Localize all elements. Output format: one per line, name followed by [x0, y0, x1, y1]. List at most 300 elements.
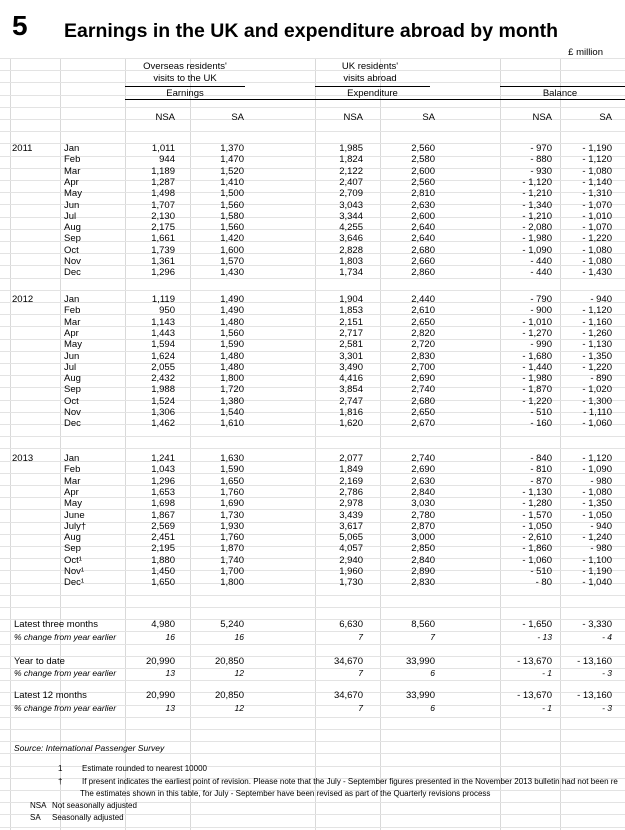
summary-label: Year to date: [14, 656, 65, 667]
table-cell: 1,700: [220, 566, 244, 577]
source-note: Source: International Passenger Survey: [14, 743, 165, 753]
table-cell: - 1,440: [522, 362, 552, 373]
table-cell: 1,620: [339, 418, 363, 429]
table-cell: 1,306: [151, 407, 175, 418]
table-cell: 2,978: [339, 498, 363, 509]
table-cell: 2,630: [411, 476, 435, 487]
table-cell: 2,680: [411, 245, 435, 256]
table-cell: 3,301: [339, 351, 363, 362]
table-cell: 1,880: [151, 555, 175, 566]
table-cell: 2,610: [411, 305, 435, 316]
balance-underline: [500, 99, 625, 100]
table-cell: 1,296: [151, 476, 175, 487]
year-label: 2012: [12, 294, 34, 305]
table-cell: - 1,080: [582, 256, 612, 267]
month-label: Oct: [64, 396, 79, 407]
summary-cell: 7: [358, 668, 363, 678]
table-cell: 1,740: [220, 555, 244, 566]
table-cell: - 1,120: [582, 154, 612, 165]
table-cell: 2,720: [411, 339, 435, 350]
table-cell: 1,370: [220, 143, 244, 154]
table-cell: 2,870: [411, 521, 435, 532]
month-label: Aug: [64, 373, 81, 384]
table-cell: 3,344: [339, 211, 363, 222]
month-label: Nov¹: [64, 566, 85, 577]
column-header-sa: SA: [422, 112, 435, 123]
table-cell: 1,443: [151, 328, 175, 339]
table-cell: 1,803: [339, 256, 363, 267]
table-cell: 2,055: [151, 362, 175, 373]
table-cell: 1,853: [339, 305, 363, 316]
table-cell: 1,119: [151, 294, 175, 305]
grid-hline: [0, 448, 625, 449]
summary-cell: - 13,670: [517, 656, 552, 667]
table-cell: - 1,570: [522, 510, 552, 521]
month-label: Dec: [64, 418, 81, 429]
grid-hline: [0, 58, 625, 59]
table-cell: 1,296: [151, 267, 175, 278]
table-cell: - 1,010: [582, 211, 612, 222]
month-label: Sep: [64, 543, 81, 554]
table-cell: - 790: [530, 294, 552, 305]
table-cell: 1,960: [339, 566, 363, 577]
table-cell: 2,175: [151, 222, 175, 233]
table-cell: - 1,080: [582, 166, 612, 177]
table-cell: - 1,110: [583, 407, 612, 418]
table-cell: 2,432: [151, 373, 175, 384]
table-cell: - 1,060: [522, 555, 552, 566]
grid-hline: [0, 717, 625, 718]
table-cell: 1,560: [220, 222, 244, 233]
summary-cell: 20,990: [145, 656, 175, 667]
column-header-sa: SA: [231, 112, 244, 123]
table-cell: 2,828: [339, 245, 363, 256]
month-label: July†: [64, 521, 87, 532]
table-cell: - 2,610: [522, 532, 552, 543]
table-cell: 1,690: [220, 498, 244, 509]
table-cell: 1,380: [220, 396, 244, 407]
table-cell: - 1,050: [582, 510, 612, 521]
table-cell: 1,560: [220, 200, 244, 211]
month-label: Dec: [64, 267, 81, 278]
table-cell: 1,590: [220, 464, 244, 475]
month-label: Nov: [64, 256, 81, 267]
grid-hline: [0, 680, 625, 681]
table-cell: 1,930: [220, 521, 244, 532]
month-label: May: [64, 339, 82, 350]
table-cell: 4,416: [339, 373, 363, 384]
summary-cell: 6: [430, 703, 435, 713]
table-cell: 1,470: [220, 154, 244, 165]
table-cell: 3,490: [339, 362, 363, 373]
table-cell: 1,800: [220, 577, 244, 588]
month-label: June: [64, 510, 85, 521]
table-cell: 2,151: [339, 317, 363, 328]
table-cell: 3,646: [339, 233, 363, 244]
table-cell: - 1,190: [582, 566, 612, 577]
month-label: Mar: [64, 166, 81, 177]
table-cell: - 1,130: [522, 487, 552, 498]
month-label: Apr: [64, 177, 79, 188]
table-cell: 1,730: [339, 577, 363, 588]
table-cell: 2,786: [339, 487, 363, 498]
table-title: Earnings in the UK and expenditure abroad by month: [64, 20, 559, 42]
table-cell: 2,690: [411, 464, 435, 475]
table-cell: 1,698: [151, 498, 175, 509]
table-cell: 3,043: [339, 200, 363, 211]
summary-cell: 13: [165, 668, 175, 678]
grid-hline: [0, 436, 625, 437]
table-cell: - 1,860: [522, 543, 552, 554]
pct-change-label: % change from year earlier: [14, 703, 117, 713]
table-cell: 1,011: [151, 143, 175, 154]
table-cell: 2,640: [411, 233, 435, 244]
table-cell: 3,030: [411, 498, 435, 509]
summary-cell: - 1,650: [522, 619, 552, 630]
table-cell: - 1,160: [582, 317, 612, 328]
footnote-symbol: SA: [30, 813, 41, 822]
month-label: Aug: [64, 532, 81, 543]
table-cell: - 80: [535, 577, 552, 588]
table-cell: - 1,300: [582, 396, 612, 407]
table-cell: 2,195: [151, 543, 175, 554]
grid-vline: [60, 58, 61, 830]
table-cell: 2,560: [411, 177, 435, 188]
table-cell: 2,850: [411, 543, 435, 554]
table-cell: - 940: [590, 521, 612, 532]
table-cell: - 2,080: [522, 222, 552, 233]
table-cell: 2,840: [411, 555, 435, 566]
summary-label: Latest three months: [14, 619, 98, 630]
expenditure-rule: [315, 86, 430, 87]
table-cell: 3,617: [339, 521, 363, 532]
table-cell: 1,420: [220, 233, 244, 244]
table-cell: - 1,120: [582, 305, 612, 316]
table-cell: - 1,240: [582, 532, 612, 543]
table-cell: 2,130: [151, 211, 175, 222]
table-cell: - 990: [530, 339, 552, 350]
table-cell: - 510: [530, 407, 552, 418]
table-cell: 4,057: [339, 543, 363, 554]
table-cell: - 1,340: [522, 200, 552, 211]
table-cell: 1,287: [151, 177, 175, 188]
month-label: Feb: [64, 305, 81, 316]
table-cell: 2,569: [151, 521, 175, 532]
table-cell: 1,650: [220, 476, 244, 487]
summary-cell: 16: [165, 632, 175, 642]
table-cell: - 1,100: [582, 555, 612, 566]
month-label: Oct¹: [64, 555, 82, 566]
table-cell: 1,520: [220, 166, 244, 177]
table-cell: 2,820: [411, 328, 435, 339]
table-cell: - 890: [590, 373, 612, 384]
table-cell: 1,462: [151, 418, 175, 429]
footnote-text: The estimates shown in this table, for July - September have been revised as part of the Quarterly revisions process: [80, 789, 491, 798]
table-cell: - 1,140: [582, 177, 612, 188]
column-header-nsa: NSA: [532, 112, 552, 123]
table-cell: - 440: [530, 267, 552, 278]
column-header-sa: SA: [599, 112, 612, 123]
table-cell: - 440: [530, 256, 552, 267]
table-cell: 1,600: [220, 245, 244, 256]
table-cell: 2,840: [411, 487, 435, 498]
table-cell: 2,560: [411, 143, 435, 154]
table-cell: 2,650: [411, 317, 435, 328]
summary-cell: 6: [430, 668, 435, 678]
earnings-header: Earnings: [166, 88, 204, 99]
summary-cell: - 4: [602, 632, 612, 642]
column-header-nsa: NSA: [343, 112, 363, 123]
table-cell: 2,830: [411, 577, 435, 588]
grid-hline: [0, 278, 625, 279]
summary-cell: 20,850: [214, 690, 244, 701]
footnote-symbol: †: [58, 777, 63, 786]
summary-cell: 5,240: [220, 619, 244, 630]
table-cell: 2,747: [339, 396, 363, 407]
table-cell: 1,410: [220, 177, 244, 188]
table-cell: - 1,020: [582, 384, 612, 395]
month-label: May: [64, 188, 82, 199]
table-cell: 1,624: [151, 351, 175, 362]
table-cell: - 1,210: [522, 188, 552, 199]
grid-vline: [10, 58, 11, 830]
footnote-text: If present indicates the earliest point of revision. Please note that the July - September figures presented in the November 2013 bulletin had not been re: [82, 777, 618, 786]
table-cell: 2,680: [411, 396, 435, 407]
month-label: May: [64, 498, 82, 509]
summary-cell: - 13: [537, 632, 552, 642]
grid-hline: [0, 827, 625, 828]
summary-cell: 12: [234, 703, 244, 713]
table-cell: 1,490: [220, 305, 244, 316]
grid-hline: [0, 753, 625, 754]
table-cell: - 980: [590, 476, 612, 487]
table-cell: 1,570: [220, 256, 244, 267]
summary-cell: - 3: [602, 668, 612, 678]
table-cell: 944: [159, 154, 175, 165]
table-cell: 1,730: [220, 510, 244, 521]
table-cell: - 1,010: [522, 317, 552, 328]
summary-label: Latest 12 months: [14, 690, 87, 701]
overseas-header-line1: Overseas residents': [143, 61, 227, 72]
balance-header: Balance: [542, 88, 578, 99]
table-cell: - 1,060: [582, 418, 612, 429]
table-cell: - 840: [530, 453, 552, 464]
month-label: Jan: [64, 453, 80, 464]
grid-hline: [0, 290, 625, 291]
table-cell: - 1,870: [522, 384, 552, 395]
table-cell: 1,739: [151, 245, 175, 256]
overseas-header-line2: visits to the UK: [153, 73, 217, 84]
table-cell: 2,630: [411, 200, 435, 211]
table-cell: 1,490: [220, 294, 244, 305]
summary-cell: 20,990: [145, 690, 175, 701]
table-cell: 1,480: [220, 317, 244, 328]
grid-hline: [0, 70, 625, 71]
table-cell: - 940: [590, 294, 612, 305]
summary-cell: 12: [234, 668, 244, 678]
grid-hline: [0, 82, 625, 83]
month-label: Jul: [64, 362, 77, 373]
table-cell: 2,670: [411, 418, 435, 429]
table-cell: - 1,070: [582, 200, 612, 211]
table-cell: 2,890: [411, 566, 435, 577]
table-cell: 3,439: [339, 510, 363, 521]
month-label: Jun: [64, 351, 80, 362]
table-cell: 1,610: [220, 418, 244, 429]
table-cell: 2,600: [411, 211, 435, 222]
table-cell: 1,849: [339, 464, 363, 475]
summary-cell: - 13,160: [577, 690, 612, 701]
table-cell: - 1,430: [582, 267, 612, 278]
table-cell: - 1,350: [582, 498, 612, 509]
table-cell: 2,580: [411, 154, 435, 165]
table-cell: 1,361: [151, 256, 175, 267]
table-cell: - 160: [530, 418, 552, 429]
grid-hline: [0, 729, 625, 730]
grid-hline: [0, 595, 625, 596]
month-label: Apr: [64, 328, 79, 339]
table-cell: 1,590: [220, 339, 244, 350]
table-cell: - 1,130: [582, 339, 612, 350]
table-cell: 1,988: [151, 384, 175, 395]
column-header-nsa: NSA: [155, 112, 175, 123]
table-cell: - 1,350: [582, 351, 612, 362]
table-cell: - 1,090: [582, 464, 612, 475]
table-cell: 1,707: [151, 200, 175, 211]
table-number: 5: [12, 10, 28, 41]
table-cell: 1,734: [339, 267, 363, 278]
table-cell: - 1,680: [522, 351, 552, 362]
table-cell: 1,480: [220, 362, 244, 373]
table-cell: 2,830: [411, 351, 435, 362]
footnote-text: Estimate rounded to nearest 10000: [82, 764, 207, 773]
earnings-rule: [125, 86, 245, 87]
table-cell: 1,143: [151, 317, 175, 328]
table-cell: - 1,050: [522, 521, 552, 532]
table-cell: 1,661: [151, 233, 175, 244]
table-cell: 2,640: [411, 222, 435, 233]
month-label: Sep: [64, 384, 81, 395]
table-cell: 1,560: [220, 328, 244, 339]
summary-cell: - 1: [542, 668, 552, 678]
month-label: Jun: [64, 200, 80, 211]
summary-cell: 7: [358, 703, 363, 713]
summary-cell: 7: [430, 632, 435, 642]
pct-change-label: % change from year earlier: [14, 668, 117, 678]
summary-cell: 20,850: [214, 656, 244, 667]
table-cell: - 510: [530, 566, 552, 577]
table-cell: 4,255: [339, 222, 363, 233]
summary-cell: 34,670: [333, 690, 363, 701]
table-cell: 3,000: [411, 532, 435, 543]
table-cell: 1,630: [220, 453, 244, 464]
month-label: Apr: [64, 487, 79, 498]
table-cell: 3,854: [339, 384, 363, 395]
month-label: Jan: [64, 143, 80, 154]
table-cell: 5,065: [339, 532, 363, 543]
grid-hline: [0, 607, 625, 608]
month-label: Aug: [64, 222, 81, 233]
table-cell: 2,122: [339, 166, 363, 177]
summary-cell: 6,630: [339, 619, 363, 630]
table-cell: 1,189: [151, 166, 175, 177]
table-cell: - 980: [590, 543, 612, 554]
table-cell: 1,480: [220, 351, 244, 362]
month-label: Feb: [64, 154, 81, 165]
table-cell: 2,581: [339, 339, 363, 350]
table-cell: 1,985: [339, 143, 363, 154]
summary-cell: 33,990: [405, 690, 435, 701]
table-cell: 2,709: [339, 188, 363, 199]
table-cell: 1,043: [151, 464, 175, 475]
table-cell: 2,407: [339, 177, 363, 188]
table-cell: - 810: [530, 464, 552, 475]
table-cell: - 1,220: [522, 396, 552, 407]
summary-cell: - 13,670: [517, 690, 552, 701]
summary-cell: 8,560: [411, 619, 435, 630]
earnings-underline: [125, 99, 315, 100]
grid-hline: [0, 741, 625, 742]
summary-cell: 13: [165, 703, 175, 713]
table-cell: 1,580: [220, 211, 244, 222]
table-cell: 2,650: [411, 407, 435, 418]
month-label: Feb: [64, 464, 81, 475]
table-cell: 2,690: [411, 373, 435, 384]
table-cell: - 880: [530, 154, 552, 165]
table-cell: - 1,270: [522, 328, 552, 339]
table-cell: - 1,980: [522, 233, 552, 244]
summary-cell: 7: [358, 632, 363, 642]
summary-cell: - 3,330: [582, 619, 612, 630]
table-cell: - 870: [530, 476, 552, 487]
summary-cell: - 13,160: [577, 656, 612, 667]
summary-cell: 34,670: [333, 656, 363, 667]
table-cell: 1,720: [220, 384, 244, 395]
table-cell: 2,700: [411, 362, 435, 373]
pct-change-label: % change from year earlier: [14, 632, 117, 642]
table-cell: 2,660: [411, 256, 435, 267]
summary-cell: 33,990: [405, 656, 435, 667]
table-cell: 2,600: [411, 166, 435, 177]
year-label: 2013: [12, 453, 34, 464]
table-cell: - 1,220: [582, 362, 612, 373]
table-cell: 1,760: [220, 487, 244, 498]
footnote-symbol: NSA: [30, 801, 47, 810]
grid-hline: [0, 644, 625, 645]
summary-cell: 16: [234, 632, 244, 642]
summary-cell: - 3: [602, 703, 612, 713]
table-cell: 2,810: [411, 188, 435, 199]
table-cell: 1,870: [220, 543, 244, 554]
month-label: Mar: [64, 317, 81, 328]
table-cell: - 1,310: [582, 188, 612, 199]
table-cell: 1,450: [151, 566, 175, 577]
footnote-text: Seasonally adjusted: [52, 813, 124, 822]
month-label: Sep: [64, 233, 81, 244]
table-cell: 1,540: [220, 407, 244, 418]
footnote-text: Not seasonally adjusted: [52, 801, 137, 810]
month-label: Oct: [64, 245, 79, 256]
month-label: Jul: [64, 211, 77, 222]
table-cell: 2,451: [151, 532, 175, 543]
grid-hline: [0, 107, 625, 108]
uk-header-line1: UK residents': [341, 61, 399, 72]
table-cell: 1,800: [220, 373, 244, 384]
table-cell: 2,440: [411, 294, 435, 305]
summary-cell: 4,980: [151, 619, 175, 630]
table-cell: - 1,190: [582, 143, 612, 154]
table-cell: 2,860: [411, 267, 435, 278]
